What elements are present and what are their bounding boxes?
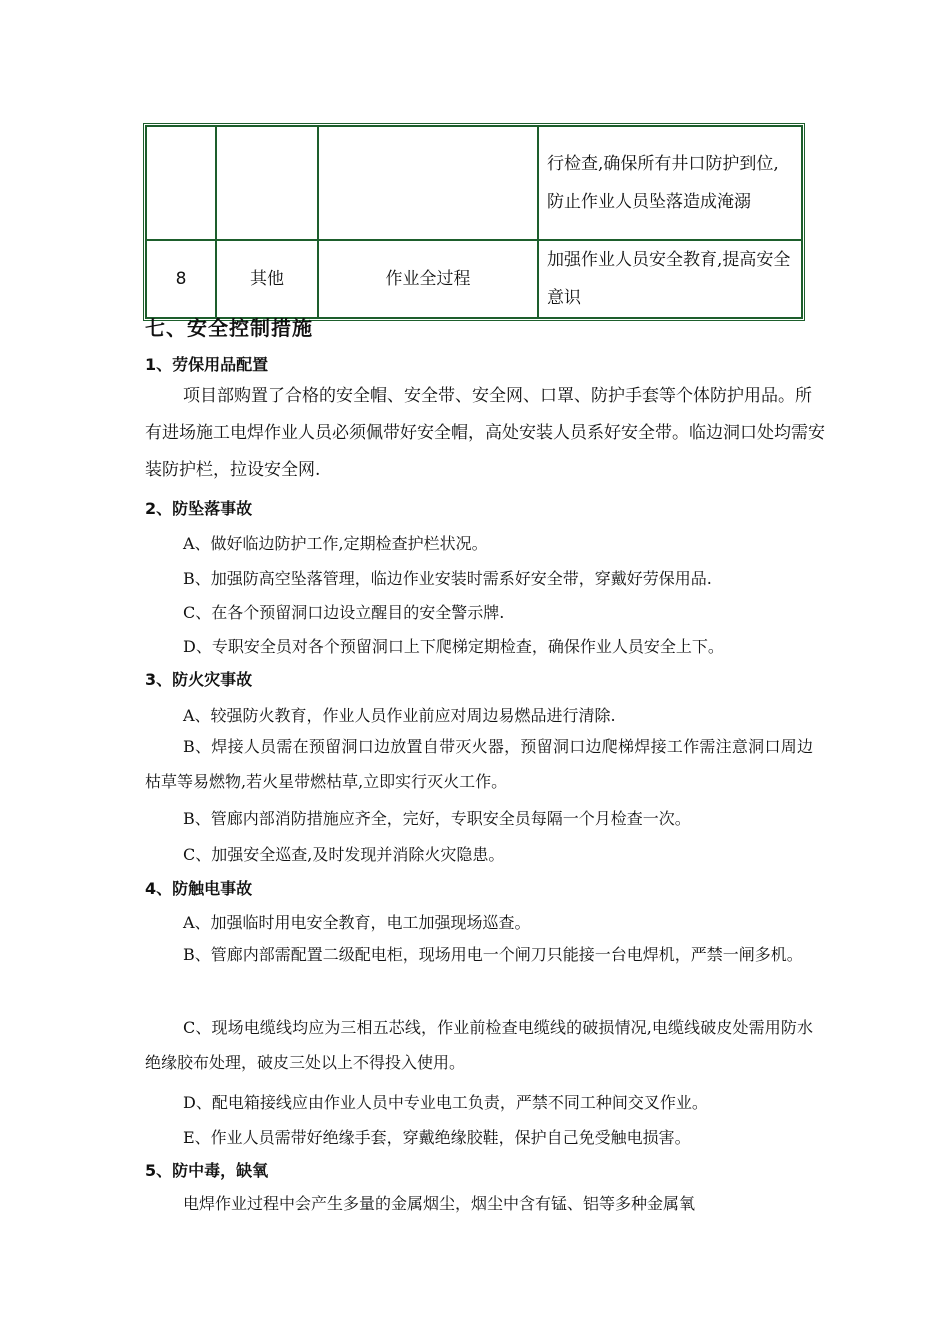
row-category: 其他	[216, 240, 318, 318]
fall-item-a: A、做好临边防护工作,定期检查护栏状况。	[183, 534, 488, 553]
fall-item-b: B、加强防高空坠落管理，临边作业安装时需系好安全带，穿戴好劳保用品.	[183, 569, 712, 588]
shock-item-d: D、配电箱接线应由作业人员中专业电工负责，严禁不同工种间交叉作业。	[183, 1093, 708, 1112]
row-measure: 加强作业人员安全教育,提高安全意识	[538, 240, 802, 318]
section-title: 七、安全控制措施	[145, 316, 313, 340]
poison-paragraph: 电焊作业过程中会产生多量的金属烟尘，烟尘中含有锰、铝等多种金属氧	[183, 1194, 696, 1213]
subsection-heading-ppe: 1、劳保用品配置	[145, 355, 269, 374]
subsection-heading-shock: 4、防触电事故	[145, 879, 253, 898]
subsection-heading-poison: 5、防中毒，缺氧	[145, 1161, 269, 1180]
fire-item-b: B、焊接人员需在预留洞口边放置自带灭火器，预留洞口边爬梯焊接工作需注意洞口周边枯草等易燃物,若火星带燃枯草,立即实行灭火工作。	[145, 737, 813, 791]
subsection-heading-fall: 2、防坠落事故	[145, 499, 253, 518]
row-measure: 行检查,确保所有井口防护到位,防止作业人员坠落造成淹溺	[538, 126, 802, 240]
row-stage: 作业全过程	[318, 240, 538, 318]
row-number: 8	[146, 240, 216, 318]
shock-item-b: B、管廊内部需配置二级配电柜，现场用电一个闸刀只能接一台电焊机，严禁一闸多机。	[183, 945, 803, 964]
table-row	[146, 126, 802, 240]
row-stage	[318, 126, 538, 240]
shock-item-c: C、现场电缆线均应为三相五芯线，作业前检查电缆线的破损情况,电缆线破皮处需用防水绝缘胶布处理，破皮三处以上不得投入使用。	[145, 1018, 813, 1072]
fall-item-c: C、在各个预留洞口边设立醒目的安全警示牌.	[183, 603, 505, 622]
ppe-paragraph: 项目部购置了合格的安全帽、安全带、安全网、口罩、防护手套等个体防护用品。所有进场施工电焊作业人员必须佩带好安全帽，高处安装人员系好安全带。临边洞口处均需安装防护栏，拉设安全网.	[145, 386, 825, 480]
shock-item-e: E、作业人员需带好绝缘手套，穿戴绝缘胶鞋，保护自己免受触电损害。	[183, 1128, 691, 1147]
fall-item-d: D、专职安全员对各个预留洞口上下爬梯定期检查，确保作业人员安全上下。	[183, 637, 724, 656]
fire-item-b2: B、管廊内部消防措施应齐全，完好，专职安全员每隔一个月检查一次。	[183, 809, 691, 828]
table-row	[146, 240, 802, 318]
fire-item-c: C、加强安全巡查,及时发现并消除火灾隐患。	[183, 845, 505, 864]
row-number	[146, 126, 216, 240]
shock-item-a: A、加强临时用电安全教育，电工加强现场巡查。	[183, 913, 531, 932]
row-category	[216, 126, 318, 240]
risk-table	[143, 123, 805, 321]
fire-item-a: A、较强防火教育，作业人员作业前应对周边易燃品进行清除.	[183, 706, 616, 725]
subsection-heading-fire: 3、防火灾事故	[145, 670, 253, 689]
